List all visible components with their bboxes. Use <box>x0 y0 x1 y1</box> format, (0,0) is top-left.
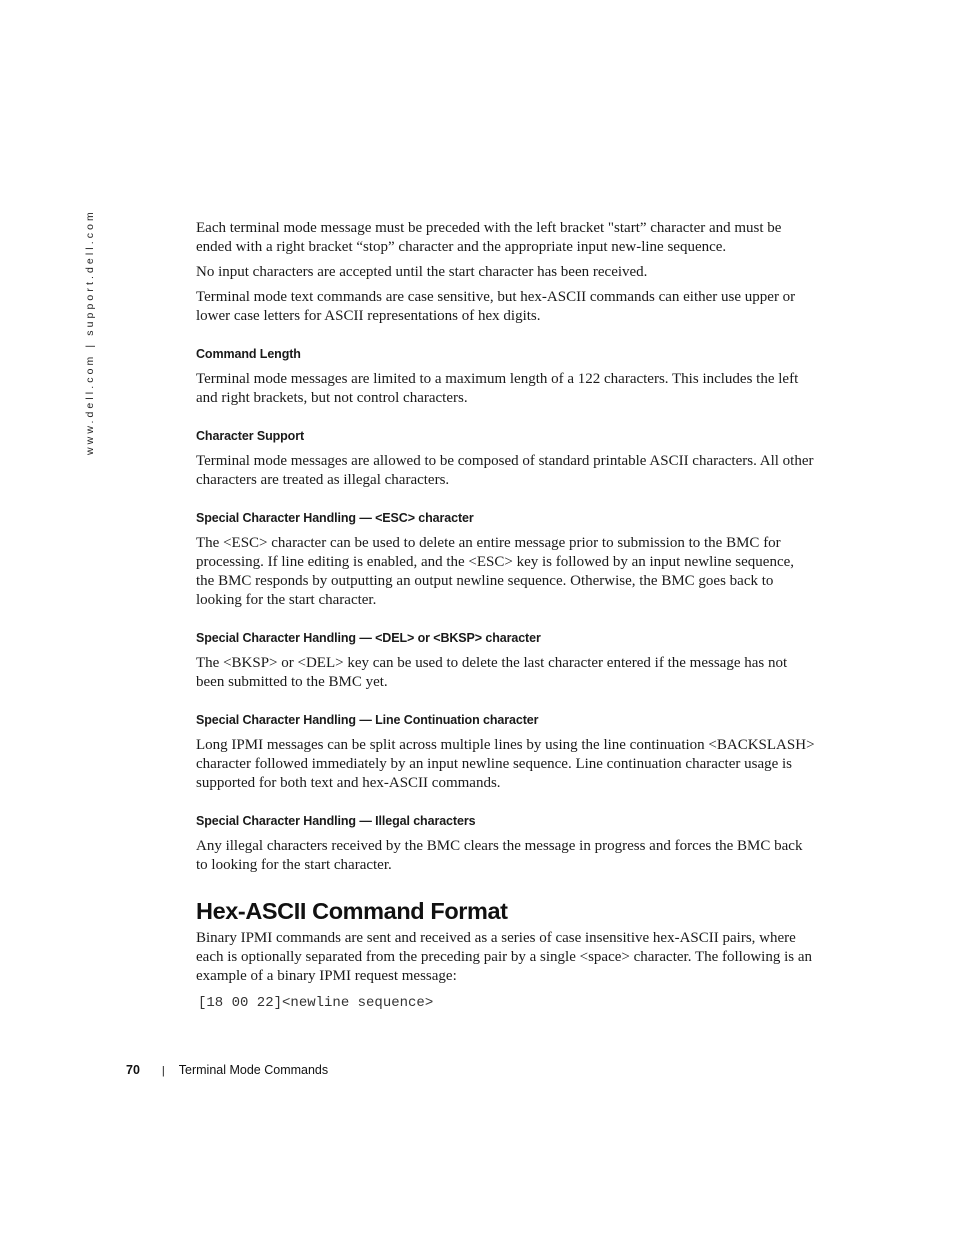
intro-paragraph: No input characters are accepted until the start character has been received. <box>196 264 648 280</box>
footer-separator: | <box>161 1065 165 1077</box>
subheading-line-continuation: Special Character Handling — Line Continuation character <box>196 713 539 727</box>
subheading-character-support: Character Support <box>196 429 305 443</box>
section-body: The <BKSP> or <DEL> key can be used to delete the last character entered if the message has not been submitted to the BMC yet. <box>196 655 788 690</box>
page-number: 70 <box>126 1063 140 1077</box>
code-example: [18 00 22]<newline sequence> <box>198 995 434 1011</box>
side-url: www.dell.com | support.dell.com <box>84 209 96 455</box>
section-title-hex-ascii: Hex-ASCII Command Format <box>196 898 508 924</box>
section-body: The <ESC> character can be used to delete an entire message prior to submission to the BMC for processing. If line editing is enabled, and the <ESC> key is followed by an input newline sequence, the BMC responds by outputting an output newline sequence. Otherwise, the BMC goes back to looking for the start character. <box>196 535 795 608</box>
chapter-title: Terminal Mode Commands <box>178 1063 329 1077</box>
intro-paragraph: Each terminal mode message must be preceded with the left bracket "start” character and must be ended with a right bracket “stop” character and the appropriate input new-line sequence. <box>196 220 782 255</box>
subheading-esc-handling: Special Character Handling — <ESC> character <box>196 511 474 525</box>
subheading-command-length: Command Length <box>196 347 301 361</box>
section-body: Terminal mode messages are allowed to be composed of standard printable ASCII characters. All other characters are treated as illegal characters. <box>196 453 814 488</box>
subheading-illegal-characters: Special Character Handling — Illegal characters <box>196 814 476 828</box>
section-body: Any illegal characters received by the BMC clears the message in progress and forces the BMC back to looking for the start character. <box>196 838 803 873</box>
hex-section-body: Binary IPMI commands are sent and received as a series of case insensitive hex-ASCII pairs, where each is optionally separated from the preceding pair by a single <space> character. The following is an example of a binary IPMI request message: <box>196 930 813 984</box>
section-body: Terminal mode messages are limited to a maximum length of a 122 characters. This includes the left and right brackets, but not control characters. <box>196 371 799 406</box>
page-footer <box>126 1062 328 1079</box>
page-content <box>196 219 816 1012</box>
subheading-del-bksp-handling: Special Character Handling — <DEL> or <BKSP> character <box>196 631 541 645</box>
section-body: Long IPMI messages can be split across multiple lines by using the line continuation <BACKSLASH> character followed immediately by an input newline sequence. Line continuation character usage is supported for both text and hex-ASCII commands. <box>196 737 815 791</box>
intro-paragraph: Terminal mode text commands are case sensitive, but hex-ASCII commands can either use upper or lower case letters for ASCII representations of hex digits. <box>196 289 796 324</box>
